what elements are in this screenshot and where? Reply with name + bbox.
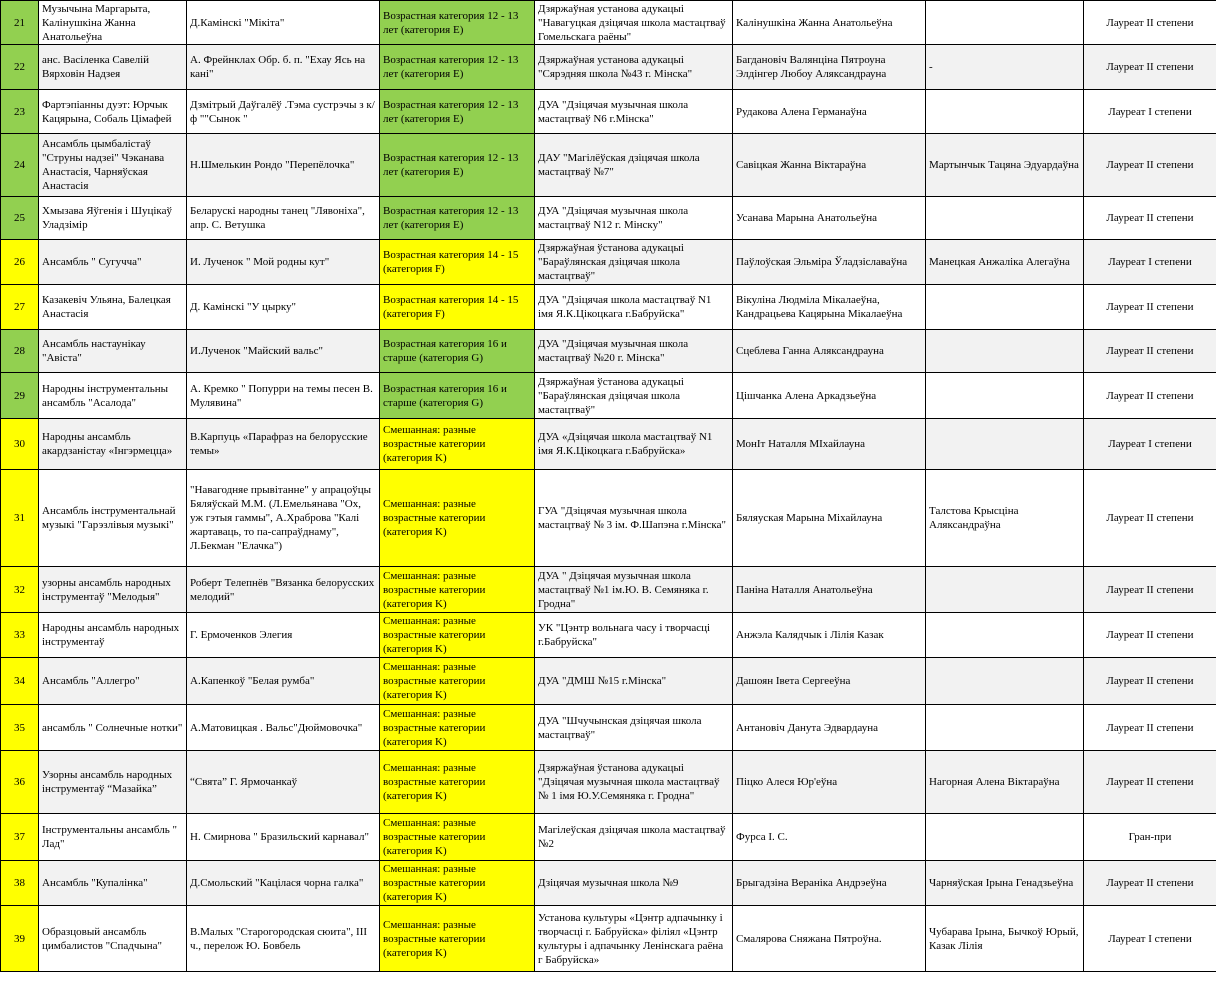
- category-cell: Возрастная категория 12 - 13 лет (категория E): [380, 197, 535, 240]
- participant-cell: Ансамбль інструментальнай музыкі "Гарэзлівыя музыкі": [39, 470, 187, 567]
- school-cell: ДУА "Дзіцячая музычная школа мастацтваў №20 г. Мінска": [535, 330, 733, 373]
- participant-cell: Ансамбль настаунікау "Авіста": [39, 330, 187, 373]
- school-cell: Дзяржаўная ўстанова адукацыі "Бараўлянская дзіцячая школа мастацтваў": [535, 373, 733, 419]
- repertoire-cell: А.Капенкоў "Белая румба": [187, 658, 380, 705]
- category-cell: Возрастная категория 12 - 13 лет (категория E): [380, 1, 535, 45]
- repertoire-cell: И.Лученок "Майский вальс": [187, 330, 380, 373]
- row-number-cell: 27: [1, 285, 39, 330]
- participant-cell: Образцовый ансамбль цимбалистов "Спадчына": [39, 906, 187, 972]
- award-cell: Лауреат II степени: [1084, 658, 1216, 705]
- row-number-cell: 24: [1, 134, 39, 197]
- teacher-cell: МонІт Наталля МІхайлауна: [733, 419, 926, 470]
- award-cell: Лауреат II степени: [1084, 285, 1216, 330]
- participant-cell: Хмызава Яўгенія і Шуцікаў Уладзімір: [39, 197, 187, 240]
- teacher-cell: Піцко Алеся Юр'еўна: [733, 751, 926, 814]
- table-row: [1, 330, 1216, 373]
- category-cell: Возрастная категория 12 - 13 лет (категория E): [380, 45, 535, 90]
- award-cell: Лауреат I степени: [1084, 419, 1216, 470]
- table-row: [1, 906, 1216, 972]
- award-cell: Лауреат I степени: [1084, 240, 1216, 285]
- table-row: [1, 373, 1216, 419]
- school-cell: ДУА "Шчучынская дзіцячая школа мастацтваў": [535, 705, 733, 751]
- table-row: [1, 240, 1216, 285]
- repertoire-cell: "Навагодняе прывітанне" у апрацоўцы Бяляўскай М.М. (Л.Емельянава "Ох, уж гэтыя гаммы", А.Храброва "Калі жартаваць, то па-сапраўднаму", Л.Бекман "Елачка"): [187, 470, 380, 567]
- repertoire-cell: Н.Шмелькин Рондо "Перепёлочка": [187, 134, 380, 197]
- award-cell: Лауреат II степени: [1084, 751, 1216, 814]
- repertoire-cell: В.Малых "Старогородская сюита", III ч., перелож Ю. Бовбель: [187, 906, 380, 972]
- participant-cell: анс. Васіленка Савелій Вярховін Надзея: [39, 45, 187, 90]
- row-number-cell: 26: [1, 240, 39, 285]
- school-cell: ДАУ "Магілёўская дзіцячая школа мастацтваў №7": [535, 134, 733, 197]
- repertoire-cell: А. Кремко " Попурри на темы песен В. Мулявина": [187, 373, 380, 419]
- category-cell: Смешанная: разные возрастные категории (категория K): [380, 906, 535, 972]
- accompanist-cell: [926, 705, 1084, 751]
- row-number-cell: 36: [1, 751, 39, 814]
- participant-cell: Казакевіч Ульяна, Балецкая Анастасія: [39, 285, 187, 330]
- category-cell: Смешанная: разные возрастные категории (категория K): [380, 470, 535, 567]
- repertoire-cell: Д.Смольский "Кацілася чорна галка": [187, 861, 380, 906]
- school-cell: ДУА "ДМШ №15 г.Мінска": [535, 658, 733, 705]
- repertoire-cell: И. Лученок " Мой родны кут": [187, 240, 380, 285]
- accompanist-cell: [926, 330, 1084, 373]
- award-cell: Лауреат I степени: [1084, 906, 1216, 972]
- repertoire-cell: “Свята” Г. Ярмочанкаў: [187, 751, 380, 814]
- award-cell: Лауреат I степени: [1084, 90, 1216, 134]
- category-cell: Смешанная: разные возрастные категории (категория K): [380, 419, 535, 470]
- repertoire-cell: Роберт Телепнёв "Вязанка белорусских мелодий": [187, 567, 380, 613]
- table-row: [1, 470, 1216, 567]
- row-number-cell: 39: [1, 906, 39, 972]
- accompanist-cell: -: [926, 45, 1084, 90]
- teacher-cell: Дашоян Івета Сергееўна: [733, 658, 926, 705]
- table-row: [1, 861, 1216, 906]
- table-row: [1, 814, 1216, 861]
- school-cell: Установа культуры «Цэнтр адпачынку і творчасці г. Бабруйска» філіял «Цэнтр культуры і адпачынку Ленінскага раёна г Бабруйска»: [535, 906, 733, 972]
- participant-cell: Народны інструментальны ансамбль "Асалода": [39, 373, 187, 419]
- participant-cell: Музычына Маргарыта, Калінушкіна Жанна Анатольеўна: [39, 1, 187, 45]
- participant-cell: Ансамбль цымбалістаў "Струны надзеі" Чэканава Анастасія, Чарняўская Анастасія: [39, 134, 187, 197]
- school-cell: ДУА "Дзіцячая школа мастацтваў N1 імя Я.К.Цікоцкага г.Бабруйска": [535, 285, 733, 330]
- category-cell: Возрастная категория 14 - 15 (категория F): [380, 240, 535, 285]
- participant-cell: Народны ансамбль акардзаністау «Інгэрмецца»: [39, 419, 187, 470]
- category-cell: Смешанная: разные возрастные категории (категория K): [380, 861, 535, 906]
- category-cell: Смешанная: разные возрастные категории (категория K): [380, 567, 535, 613]
- award-cell: Лауреат II степени: [1084, 1, 1216, 45]
- row-number-cell: 29: [1, 373, 39, 419]
- participant-cell: Народны ансамбль народных інструментаў: [39, 613, 187, 658]
- accompanist-cell: Нагорная Алена Віктараўна: [926, 751, 1084, 814]
- category-cell: Возрастная категория 12 - 13 лет (категория E): [380, 134, 535, 197]
- row-number-cell: 32: [1, 567, 39, 613]
- award-cell: Лауреат II степени: [1084, 373, 1216, 419]
- award-cell: Лауреат II степени: [1084, 861, 1216, 906]
- teacher-cell: Паніна Наталля Анатольеўна: [733, 567, 926, 613]
- school-cell: ДУА " Дзіцячая музычная школа мастацтваў №1 ім.Ю. В. Семяняка г. Гродна": [535, 567, 733, 613]
- school-cell: Дзяржаўная установа адукацыі "Навагуцкая дзіцячая школа мастацтваў Гомельскага раёны": [535, 1, 733, 45]
- table-body: [1, 1, 1216, 972]
- teacher-cell: Бяляуская Марына Міхайлауна: [733, 470, 926, 567]
- participant-cell: Ансамбль " Сугучча": [39, 240, 187, 285]
- row-number-cell: 31: [1, 470, 39, 567]
- row-number-cell: 37: [1, 814, 39, 861]
- teacher-cell: Анжэла Калядчык і Лілія Казак: [733, 613, 926, 658]
- accompanist-cell: Чубарава Ірына, Бычкоў Юрый, Казак Лілія: [926, 906, 1084, 972]
- award-cell: Лауреат II степени: [1084, 567, 1216, 613]
- repertoire-cell: Г. Ермоченков Элегия: [187, 613, 380, 658]
- teacher-cell: Цішчанка Алена Аркадзьеўна: [733, 373, 926, 419]
- row-number-cell: 38: [1, 861, 39, 906]
- award-cell: Лауреат II степени: [1084, 45, 1216, 90]
- teacher-cell: Рудакова Алена Германаўна: [733, 90, 926, 134]
- school-cell: Дзяржаўная установа адукацыі "Сярэдняя школа №43 г. Мінска": [535, 45, 733, 90]
- row-number-cell: 25: [1, 197, 39, 240]
- table-row: [1, 613, 1216, 658]
- repertoire-cell: А. Фрейнклах Обр. б. п. "Ехау Ясь на кані": [187, 45, 380, 90]
- teacher-cell: Фурса І. С.: [733, 814, 926, 861]
- row-number-cell: 28: [1, 330, 39, 373]
- participant-cell: Фартэпіанны дуэт: Юрчык Кацярына, Собаль Цімафей: [39, 90, 187, 134]
- row-number-cell: 30: [1, 419, 39, 470]
- school-cell: ДУА «Дзіцячая школа мастацтваў N1 імя Я.К.Цікоцкага г.Бабруйска»: [535, 419, 733, 470]
- teacher-cell: Усанава Марына Анатольеўна: [733, 197, 926, 240]
- award-cell: Гран-при: [1084, 814, 1216, 861]
- award-cell: Лауреат II степени: [1084, 705, 1216, 751]
- teacher-cell: Паўлоўская Эльміра Ўладзіславаўна: [733, 240, 926, 285]
- category-cell: Возрастная категория 16 и старше (категория G): [380, 330, 535, 373]
- repertoire-cell: Беларускі народны танец "Лявоніха", апр. С. Ветушка: [187, 197, 380, 240]
- accompanist-cell: [926, 419, 1084, 470]
- participant-cell: Узорны ансамбль народных інструментаў “Мазайка”: [39, 751, 187, 814]
- accompanist-cell: Мартынчык Тацяна Эдуардаўна: [926, 134, 1084, 197]
- participant-cell: узорны ансамбль народных інструментаў "Мелодыя": [39, 567, 187, 613]
- repertoire-cell: В.Карпуць «Парафраз на белорусские темы»: [187, 419, 380, 470]
- accompanist-cell: [926, 285, 1084, 330]
- accompanist-cell: [926, 1, 1084, 45]
- table-row: [1, 419, 1216, 470]
- school-cell: ДУА "Дзіцячая музычная школа мастацтваў N12 г. Мінску": [535, 197, 733, 240]
- table-row: [1, 45, 1216, 90]
- table-row: [1, 1, 1216, 45]
- repertoire-cell: А.Матовицкая . Вальс"Дюймовочка": [187, 705, 380, 751]
- accompanist-cell: [926, 613, 1084, 658]
- category-cell: Возрастная категория 14 - 15 (категория F): [380, 285, 535, 330]
- school-cell: ДУА "Дзіцячая музычная школа мастацтваў N6 г.Мінска": [535, 90, 733, 134]
- category-cell: Возрастная категория 16 и старше (категория G): [380, 373, 535, 419]
- repertoire-cell: Д. Камінскі "У цырку": [187, 285, 380, 330]
- teacher-cell: Савіцкая Жанна Віктараўна: [733, 134, 926, 197]
- row-number-cell: 22: [1, 45, 39, 90]
- repertoire-cell: Дзмітрый Даўгалёў .Тэма сустрэчы з к/ф ""Сынок ": [187, 90, 380, 134]
- school-cell: Дзяржаўная ўстанова адукацыі "Бараўлянская дзіцячая школа мастацтваў": [535, 240, 733, 285]
- accompanist-cell: [926, 567, 1084, 613]
- repertoire-cell: Д.Камінскі "Мікіта": [187, 1, 380, 45]
- school-cell: Магілеўская дзіцячая школа мастацтваў №2: [535, 814, 733, 861]
- row-number-cell: 35: [1, 705, 39, 751]
- teacher-cell: Калінушкіна Жанна Анатольеўна: [733, 1, 926, 45]
- table-row: [1, 90, 1216, 134]
- teacher-cell: Багдановіч Валянціна Пятроуна Элдінгер Любоу Аляксандрауна: [733, 45, 926, 90]
- award-cell: Лауреат II степени: [1084, 134, 1216, 197]
- teacher-cell: Смалярова Сняжана Пятроўна.: [733, 906, 926, 972]
- category-cell: Смешанная: разные возрастные категории (категория K): [380, 751, 535, 814]
- school-cell: Дзіцячая музычная школа №9: [535, 861, 733, 906]
- school-cell: ГУА "Дзіцячая музычная школа мастацтваў № 3 ім. Ф.Шапэна г.Мінска": [535, 470, 733, 567]
- teacher-cell: Антановіч Данута Эдвардауна: [733, 705, 926, 751]
- category-cell: Смешанная: разные возрастные категории (категория K): [380, 705, 535, 751]
- table-row: [1, 751, 1216, 814]
- teacher-cell: Вікуліна Людміла Мікалаеўна, Кандрацьева Кацярына Мікалаеўна: [733, 285, 926, 330]
- accompanist-cell: Манецкая Анжаліка Алегаўна: [926, 240, 1084, 285]
- accompanist-cell: Талстова Крысціна Аляксандраўна: [926, 470, 1084, 567]
- category-cell: Смешанная: разные возрастные категории (категория K): [380, 658, 535, 705]
- table-row: [1, 658, 1216, 705]
- award-cell: Лауреат II степени: [1084, 197, 1216, 240]
- award-cell: Лауреат II степени: [1084, 470, 1216, 567]
- participant-cell: Ансамбль "Аллегро": [39, 658, 187, 705]
- award-cell: Лауреат II степени: [1084, 613, 1216, 658]
- participant-cell: ансамбль " Солнечные нотки": [39, 705, 187, 751]
- category-cell: Смешанная: разные возрастные категории (категория K): [380, 613, 535, 658]
- category-cell: Смешанная: разные возрастные категории (категория K): [380, 814, 535, 861]
- participant-cell: Ансамбль "Купалінка": [39, 861, 187, 906]
- row-number-cell: 23: [1, 90, 39, 134]
- row-number-cell: 34: [1, 658, 39, 705]
- table-row: [1, 705, 1216, 751]
- table-row: [1, 567, 1216, 613]
- table-row: [1, 197, 1216, 240]
- school-cell: Дзяржаўная ўстанова адукацыі "Дзіцячая музычная школа мастацтваў № 1 імя Ю.У.Семяняка г. Гродна": [535, 751, 733, 814]
- accompanist-cell: [926, 373, 1084, 419]
- table-row: [1, 285, 1216, 330]
- teacher-cell: Брыгадзіна Вераніка Андрэеўна: [733, 861, 926, 906]
- teacher-cell: Сцеблева Ганна Аляксандрауна: [733, 330, 926, 373]
- row-number-cell: 33: [1, 613, 39, 658]
- row-number-cell: 21: [1, 1, 39, 45]
- category-cell: Возрастная категория 12 - 13 лет (категория E): [380, 90, 535, 134]
- accompanist-cell: [926, 197, 1084, 240]
- accompanist-cell: [926, 658, 1084, 705]
- participant-cell: Інструментальны ансамбль " Лад": [39, 814, 187, 861]
- table-row: [1, 134, 1216, 197]
- accompanist-cell: Чарняўская Ірына Генадзьеўна: [926, 861, 1084, 906]
- accompanist-cell: [926, 90, 1084, 134]
- accompanist-cell: [926, 814, 1084, 861]
- award-cell: Лауреат II степени: [1084, 330, 1216, 373]
- school-cell: УК "Цэнтр вольнага часу і творчасці г.Бабруйска": [535, 613, 733, 658]
- repertoire-cell: Н. Смирнова " Бразильский карнавал": [187, 814, 380, 861]
